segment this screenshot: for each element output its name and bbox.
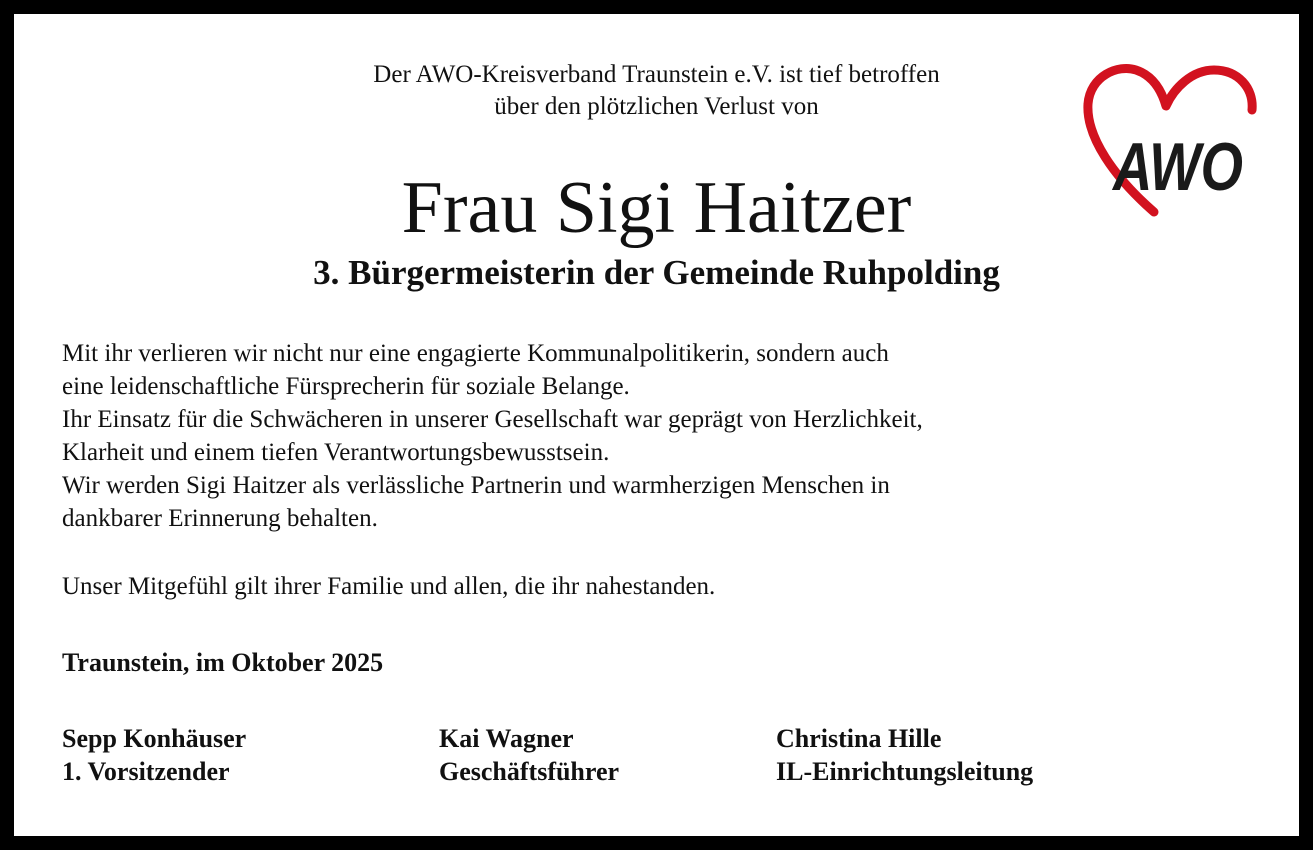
condolence-line: Unser Mitgefühl gilt ihrer Familie und allen, die ihr nahestanden. <box>62 573 716 600</box>
place-date: Traunstein, im Oktober 2025 <box>62 648 384 677</box>
signatory-title: IL-Einrichtungsleitung <box>776 757 1034 786</box>
tribute-line: Wir werden Sigi Haitzer als verlässliche Partnerin und warmherzigen Menschen in <box>62 472 890 499</box>
tribute-line: Ihr Einsatz für die Schwächeren in unserer Gesellschaft war geprägt von Herzlichkeit, <box>62 406 923 433</box>
awo-wordmark: AWO <box>1111 129 1243 205</box>
awo-logo <box>1074 62 1264 222</box>
tribute-line: Mit ihr verlieren wir nicht nur eine engagierte Kommunalpolitikerin, sondern auch <box>62 340 889 367</box>
tribute-line: eine leidenschaftliche Fürsprecherin für soziale Belange. <box>62 373 630 400</box>
intro-line-2: über den plötzlichen Verlust von <box>494 93 819 120</box>
tribute-line: Klarheit und einem tiefen Verantwortungsbewusstsein. <box>62 439 610 466</box>
signatory-title: 1. Vorsitzender <box>62 757 230 786</box>
signatory-title: Geschäftsführer <box>439 757 620 786</box>
tribute-line: dankbarer Erinnerung behalten. <box>62 505 378 532</box>
condolence-paragraph <box>62 570 1142 603</box>
deceased-name: Frau Sigi Haitzer <box>401 167 912 249</box>
intro-line-1: Der AWO-Kreisverband Traunstein e.V. ist tief betroffen <box>373 61 940 88</box>
signatory-name: Christina Hille <box>776 724 942 753</box>
signatory <box>62 722 246 788</box>
signatory <box>439 722 619 788</box>
signatory-name: Kai Wagner <box>439 724 574 753</box>
signatory <box>776 722 1033 788</box>
obituary-notice <box>14 14 1299 836</box>
deceased-role: 3. Bürgermeisterin der Gemeinde Ruhpolding <box>313 253 1000 292</box>
tribute-paragraph <box>62 337 1142 535</box>
signatory-name: Sepp Konhäuser <box>62 724 247 753</box>
